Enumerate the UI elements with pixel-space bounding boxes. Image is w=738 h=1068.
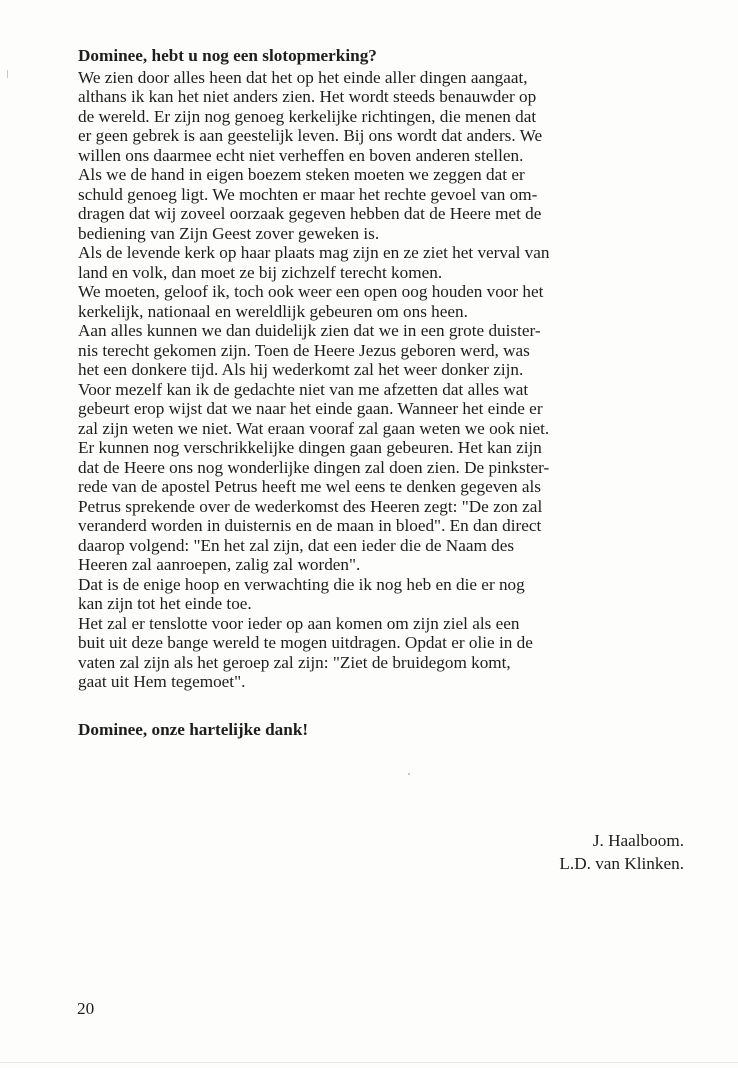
text-line: Er kunnen nog verschrikkelijke dingen gaan gebeuren. Het kan zijn <box>78 438 542 457</box>
text-line: daarop volgend: "En het zal zijn, dat een ieder die de Naam des <box>78 535 515 555</box>
text-line: buit uit deze bange wereld te mogen uitdragen. Opdat er olie in de <box>78 633 533 652</box>
text-line: kan zijn tot het einde toe. <box>78 594 252 613</box>
text-line: er geen gebrek is aan geestelijk leven. Bij ons wordt dat anders. We <box>78 126 543 145</box>
text-line: kerkelijk, nationaal en wereldlijk gebeuren om ons heen. <box>78 301 468 321</box>
text-line: gaat uit Hem tegemoet". <box>78 672 246 691</box>
signature-line: L.D. van Klinken. <box>559 854 684 873</box>
text-line: veranderd worden in duisternis en de maan in bloed". En dan direct <box>78 516 542 535</box>
text-line: gebeurt erop wijst dat we naar het einde gaan. Wanneer het einde er <box>78 399 543 418</box>
interview-question: Dominee, hebt u nog een slotopmerking? <box>78 46 377 65</box>
text-line: dat de Heere ons nog wonderlijke dingen zal doen zien. De pinkster- <box>78 457 550 477</box>
text-line: de wereld. Er zijn nog genoeg kerkelijke richtingen, die menen dat <box>78 106 537 126</box>
text-line: Als de levende kerk op haar plaats mag zijn en ze ziet het verval van <box>78 243 550 262</box>
page-number: 20 <box>77 999 95 1018</box>
text-line: schuld genoeg ligt. We mochten er maar het rechte gevoel van om- <box>78 184 538 204</box>
text-line: We moeten, geloof ik, toch ook weer een open oog houden voor het <box>78 282 544 301</box>
text-line: land en volk, dan moet ze bij zichzelf terecht komen. <box>78 262 443 282</box>
paragraph <box>78 575 686 614</box>
paragraph <box>78 243 686 282</box>
paragraph <box>78 321 686 575</box>
text-line: Heeren zal aanroepen, zalig zal worden". <box>78 555 361 574</box>
text-line: dragen dat wij zoveel oorzaak gegeven hebben dat de Heere met de <box>78 204 542 223</box>
text-line: Aan alles kunnen we dan duidelijk zien dat we in een grote duister- <box>78 321 541 340</box>
paragraph <box>78 68 686 244</box>
signature-line: J. Haalboom. <box>592 831 684 850</box>
text-line: Het zal er tenslotte voor ieder op aan komen om zijn ziel als een <box>78 613 520 633</box>
scan-speck <box>408 773 410 775</box>
text-line: Petrus sprekende over de wederkomst des Heeren zegt: "De zon zal <box>78 496 543 516</box>
signatures <box>559 829 684 875</box>
text-line: We zien door alles heen dat het op het einde aller dingen aangaat, <box>78 67 528 87</box>
text-line: zal zijn weten we niet. Wat eraan vooraf zal gaan weten we ook niet. <box>78 418 550 438</box>
closing-line: Dominee, onze hartelijke dank! <box>78 719 309 739</box>
text-line: nis terecht gekomen zijn. Toen de Heere Jezus geboren werd, was <box>78 340 530 360</box>
text-line: althans ik kan het niet anders zien. Het wordt steeds benauwder op <box>78 87 537 106</box>
paragraph <box>78 282 686 321</box>
text-line: vaten zal zijn als het geroep zal zijn: "Ziet de bruidegom komt, <box>78 652 511 672</box>
interview-text <box>78 46 686 739</box>
paragraph <box>78 614 686 692</box>
text-line: Als we de hand in eigen boezem steken moeten we zeggen dat er <box>78 165 525 184</box>
text-line: Voor mezelf kan ik de gedachte niet van me afzetten dat alles wat <box>78 379 529 399</box>
text-line: bediening van Zijn Geest zover geweken is. <box>78 223 380 243</box>
text-line: willen ons daarmee echt niet verheffen en boven anderen stellen. <box>78 145 524 165</box>
text-line: Dat is de enige hoop en verwachting die ik nog heb en die er nog <box>78 574 525 594</box>
text-line: het een donkere tijd. Als hij wederkomt zal het weer donker zijn. <box>78 360 524 379</box>
text-line: rede van de apostel Petrus heeft me wel eens te denken gegeven als <box>78 477 541 496</box>
answer-paragraphs <box>78 68 686 692</box>
page-bottom-edge <box>0 1062 738 1063</box>
scan-edge-mark <box>7 70 8 78</box>
